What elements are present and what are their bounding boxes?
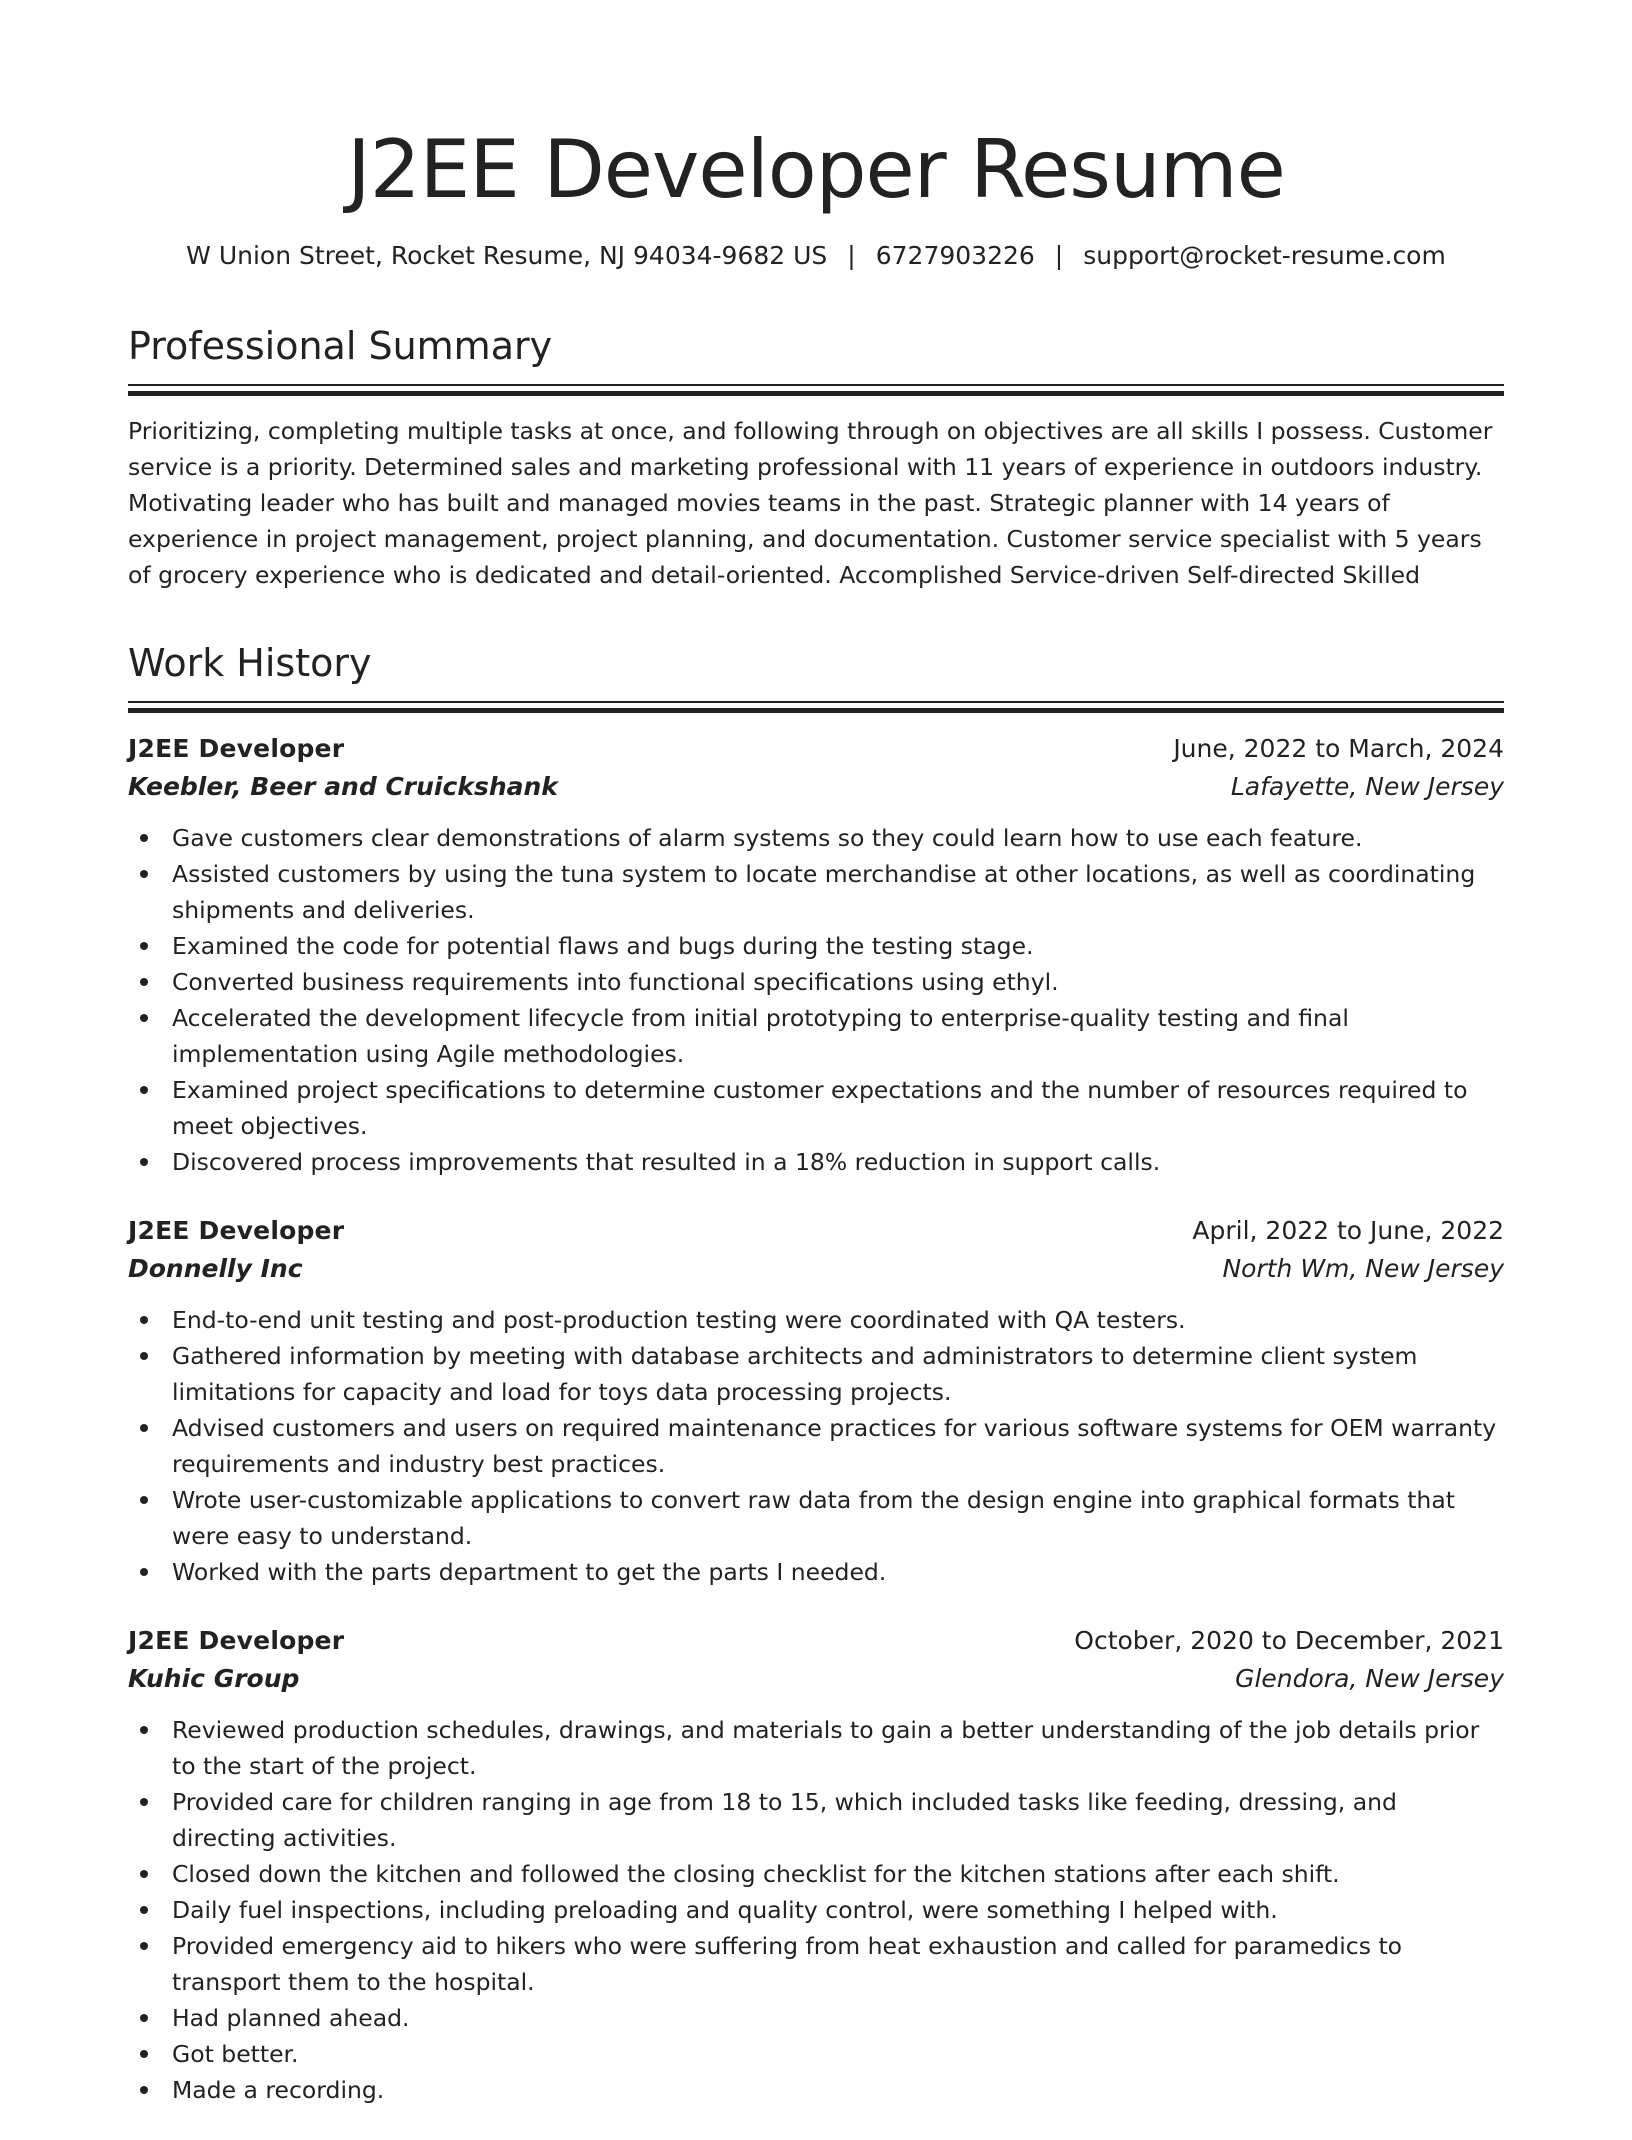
professional-summary-section — [128, 322, 1504, 593]
job-bullet-list — [128, 1302, 1504, 1590]
section-heading-work-history: Work History — [128, 641, 372, 685]
bullet-dot-icon — [140, 1316, 148, 1324]
job-bullet-text: Discovered process improvements that resulted in a 18% reduction in support calls. — [172, 1148, 1161, 1176]
job-company-row — [128, 1660, 1504, 1698]
job-bullet-text: Wrote user-customizable applications to convert raw data from the design engine into graphical formats that were easy to understand. — [172, 1486, 1455, 1550]
job-entry — [128, 1212, 1504, 1590]
bullet-dot-icon — [140, 1942, 148, 1950]
job-bullet-item — [128, 1072, 1504, 1144]
contact-separator: | — [1054, 241, 1064, 270]
job-bullet-item — [128, 2036, 1504, 2072]
job-bullet-text: Converted business requirements into functional specifications using ethyl. — [172, 968, 1059, 996]
job-bullet-item — [128, 1712, 1504, 1784]
job-bullet-list — [128, 1712, 1504, 2108]
bullet-dot-icon — [140, 1568, 148, 1576]
bullet-dot-icon — [140, 942, 148, 950]
bullet-dot-icon — [140, 2086, 148, 2094]
job-bullet-item — [128, 856, 1504, 928]
job-bullet-item — [128, 1554, 1504, 1590]
job-header-row — [128, 730, 1504, 768]
job-bullet-text: Had planned ahead. — [172, 2004, 410, 2032]
job-list — [128, 730, 1504, 2108]
bullet-dot-icon — [140, 1158, 148, 1166]
job-company-row — [128, 1250, 1504, 1288]
job-location: North Wm, New Jersey — [1222, 1254, 1504, 1283]
job-dates: June, 2022 to March, 2024 — [1173, 734, 1504, 763]
job-bullet-item — [128, 964, 1504, 1000]
bullet-dot-icon — [140, 1352, 148, 1360]
job-company: Kuhic Group — [128, 1664, 300, 1693]
bullet-dot-icon — [140, 1424, 148, 1432]
job-bullet-item — [128, 1338, 1504, 1410]
bullet-dot-icon — [140, 978, 148, 986]
job-bullet-text: Accelerated the development lifecycle from initial prototyping to enterprise-quality testing and final implementation using Agile methodologies. — [172, 1004, 1349, 1068]
bullet-dot-icon — [140, 1870, 148, 1878]
job-bullet-item — [128, 1144, 1504, 1180]
bullet-dot-icon — [140, 2014, 148, 2022]
bullet-dot-icon — [140, 1906, 148, 1914]
job-company: Donnelly Inc — [128, 1254, 303, 1283]
job-bullet-item — [128, 820, 1504, 856]
bullet-dot-icon — [140, 834, 148, 842]
job-company-row — [128, 768, 1504, 806]
job-title: J2EE Developer — [128, 1216, 345, 1245]
section-divider — [128, 384, 1504, 396]
job-company: Keebler, Beer and Cruickshank — [128, 772, 558, 801]
job-bullet-text: Closed down the kitchen and followed the closing checklist for the kitchen stations after each shift. — [172, 1860, 1340, 1888]
job-bullet-item — [128, 1856, 1504, 1892]
section-heading-summary: Professional Summary — [128, 324, 553, 368]
job-location: Glendora, New Jersey — [1235, 1664, 1504, 1693]
job-dates: October, 2020 to December, 2021 — [1074, 1626, 1504, 1655]
job-bullet-text: End-to-end unit testing and post-production testing were coordinated with QA testers. — [172, 1306, 1186, 1334]
job-bullet-text: Gave customers clear demonstrations of alarm systems so they could learn how to use each feature. — [172, 824, 1363, 852]
bullet-dot-icon — [140, 1798, 148, 1806]
job-bullet-item — [128, 1482, 1504, 1554]
resume-page — [128, 0, 1504, 2140]
job-bullet-text: Examined project specifications to determine customer expectations and the number of resources required to meet objectives. — [172, 1076, 1468, 1140]
job-bullet-item — [128, 1784, 1504, 1856]
bullet-dot-icon — [140, 1014, 148, 1022]
job-bullet-text: Reviewed production schedules, drawings, and materials to gain a better understanding of the job details prior to the start of the project. — [172, 1716, 1480, 1780]
job-bullet-text: Provided care for children ranging in age from 18 to 15, which included tasks like feeding, dressing, and directing activities. — [172, 1788, 1397, 1852]
work-history-section — [128, 639, 1504, 2108]
job-bullet-list — [128, 820, 1504, 1180]
job-entry — [128, 1622, 1504, 2108]
job-bullet-item — [128, 1928, 1504, 2000]
section-divider — [128, 701, 1504, 713]
job-bullet-text: Daily fuel inspections, including preloading and quality control, were something I helped with. — [172, 1896, 1278, 1924]
job-bullet-text: Assisted customers by using the tuna system to locate merchandise at other locations, as well as coordinating shipments and deliveries. — [172, 860, 1476, 924]
job-bullet-text: Advised customers and users on required maintenance practices for various software systems for OEM warranty requirements and industry best practices. — [172, 1414, 1497, 1478]
bullet-dot-icon — [140, 1496, 148, 1504]
bullet-dot-icon — [140, 870, 148, 878]
job-header-row — [128, 1622, 1504, 1660]
job-location: Lafayette, New Jersey — [1230, 772, 1504, 801]
contact-email: support@rocket-resume.com — [1083, 241, 1446, 270]
job-title: J2EE Developer — [128, 734, 345, 763]
job-bullet-text: Got better. — [172, 2040, 299, 2068]
job-bullet-text: Worked with the parts department to get the parts I needed. — [172, 1558, 887, 1586]
job-dates: April, 2022 to June, 2022 — [1192, 1216, 1504, 1245]
job-bullet-text: Gathered information by meeting with database architects and administrators to determine client system limitations for capacity and load for toys data processing projects. — [172, 1342, 1418, 1406]
job-bullet-text: Examined the code for potential flaws and bugs during the testing stage. — [172, 932, 1034, 960]
job-bullet-item — [128, 1410, 1504, 1482]
bullet-dot-icon — [140, 1086, 148, 1094]
bullet-dot-icon — [140, 2050, 148, 2058]
contact-address: W Union Street, Rocket Resume, NJ 94034-9682 US — [186, 241, 828, 270]
contact-separator: | — [847, 241, 856, 270]
contact-phone: 6727903226 — [875, 241, 1035, 270]
resume-title: J2EE Developer Resume — [347, 123, 1285, 216]
job-bullet-item — [128, 1000, 1504, 1072]
job-bullet-item — [128, 2000, 1504, 2036]
job-bullet-item — [128, 2072, 1504, 2108]
job-bullet-text: Provided emergency aid to hikers who were suffering from heat exhaustion and called for paramedics to transport them to the hospital. — [172, 1932, 1403, 1996]
job-bullet-item — [128, 1302, 1504, 1338]
contact-line — [128, 240, 1504, 272]
job-entry — [128, 730, 1504, 1180]
job-header-row — [128, 1212, 1504, 1250]
job-bullet-text: Made a recording. — [172, 2076, 385, 2104]
bullet-dot-icon — [140, 1726, 148, 1734]
job-bullet-item — [128, 928, 1504, 964]
job-bullet-item — [128, 1892, 1504, 1928]
summary-text: Prioritizing, completing multiple tasks at once, and following through on objectives are all skills I possess. Customer service is a priority. Determined sales and marketing professional with 11 years of experience in outdoors industry. Motivating leader who has built and managed movies teams in the past. Strategic planner with 14 years of experience in project management, project planning, and documentation. Customer service specialist with 5 years of grocery experience who is dedicated and detail-oriented. Accomplished Service-driven Self-directed Skilled — [128, 417, 1493, 589]
job-title: J2EE Developer — [128, 1626, 345, 1655]
